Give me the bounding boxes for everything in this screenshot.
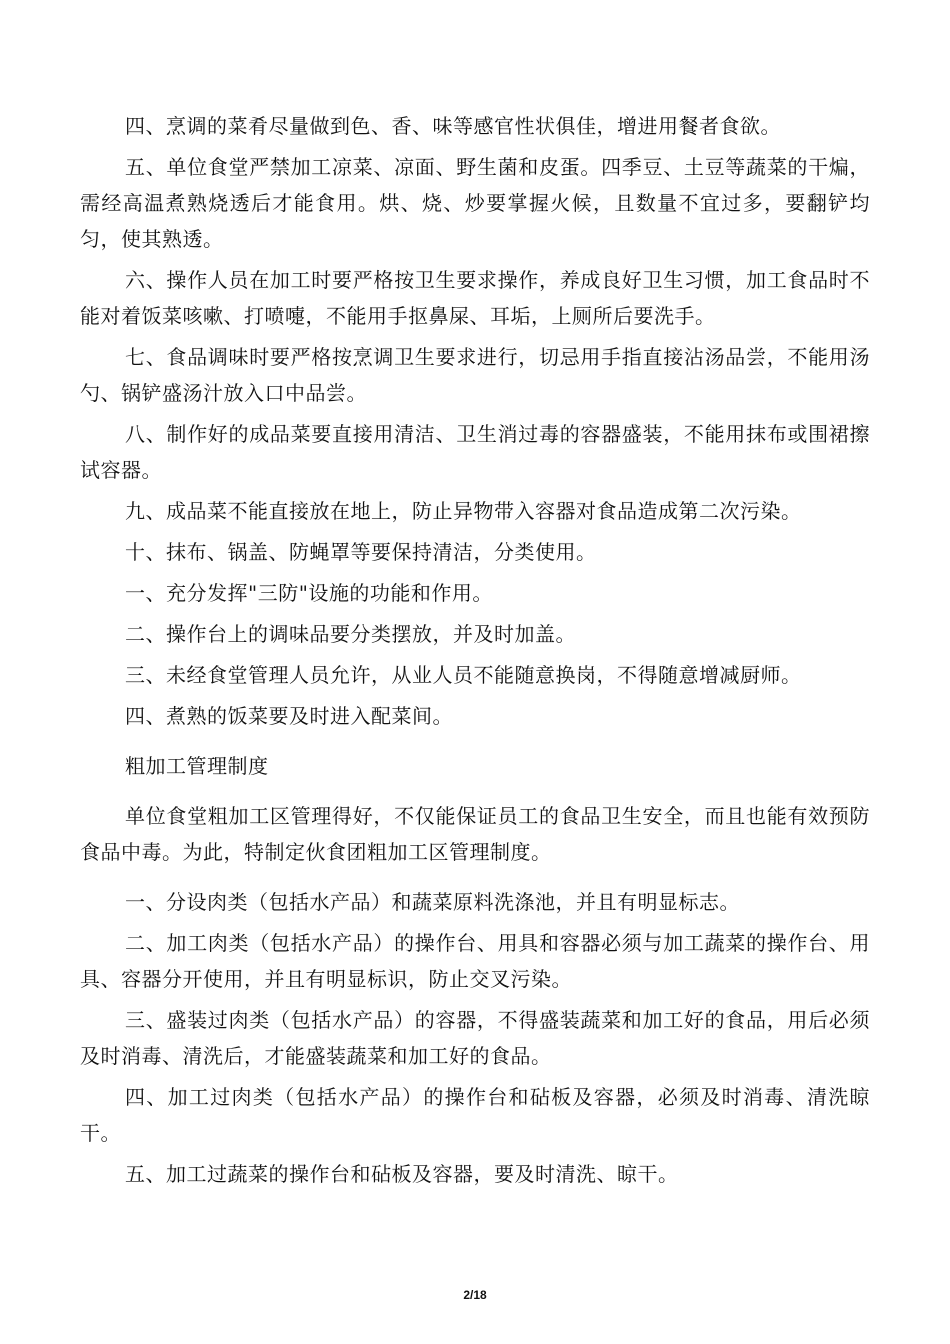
paragraph-operator-hygiene: 六、操作人员在加工时要严格按卫生要求操作，养成良好卫生习惯，加工食品时不能对着饭菜咳嗽、打喷嚏，不能用手抠鼻屎、耳垢，上厕所后要洗手。 <box>80 268 870 328</box>
paragraph-cleaning-cloths: 十、抹布、锅盖、防蝇罩等要保持清洁，分类使用。 <box>125 540 597 564</box>
paragraph-cooking-quality: 四、烹调的菜肴尽量做到色、香、味等感官性状俱佳，增进用餐者食欲。 <box>125 114 781 138</box>
paragraph-separate-sinks: 一、分设肉类（包括水产品）和蔬菜原料洗涤池，并且有明显标志。 <box>125 890 740 914</box>
paragraph-condiments: 二、操作台上的调味品要分类摆放，并及时加盖。 <box>125 622 576 646</box>
paragraph-meat-containers: 三、盛装过肉类（包括水产品）的容器，不得盛装蔬菜和加工好的食品，用后必须及时消毒、清洗后，才能盛装蔬菜和加工好的食品。 <box>80 1008 870 1068</box>
paragraph-cooked-food-transfer: 四、煮熟的饭菜要及时进入配菜间。 <box>125 704 453 728</box>
section-heading: 粗加工管理制度 <box>125 754 269 778</box>
paragraph-seasoning-rules: 七、食品调味时要严格按烹调卫生要求进行，切忌用手指直接沾汤品尝，不能用汤勺、锅铲盛汤汁放入口中品尝。 <box>80 345 870 405</box>
paragraph-staff-posts: 三、未经食堂管理人员允许，从业人员不能随意换岗，不得随意增减厨师。 <box>125 663 802 687</box>
paragraph-vegetable-boards: 五、加工过蔬菜的操作台和砧板及容器，要及时清洗、晾干。 <box>125 1162 679 1186</box>
paragraph-prohibited-foods: 五、单位食堂严禁加工凉菜、凉面、野生菌和皮蛋。四季豆、土豆等蔬菜的干煸，需经高温煮熟烧透后才能食用。烘、烧、炒要掌握火候，且数量不宜过多，要翻铲均匀，使其熟透。 <box>80 155 870 251</box>
paragraph-no-floor-placement: 九、成品菜不能直接放在地上，防止异物带入容器对食品造成第二次污染。 <box>125 499 802 523</box>
paragraph-finished-dishes: 八、制作好的成品菜要直接用清洁、卫生消过毒的容器盛装，不能用抹布或围裙擦试容器。 <box>80 422 870 482</box>
paragraph-meat-boards: 四、加工过肉类（包括水产品）的操作台和砧板及容器，必须及时消毒、清洗晾干。 <box>80 1085 870 1145</box>
document-body <box>80 108 870 1192</box>
paragraph-section-intro: 单位食堂粗加工区管理得好，不仅能保证员工的食品卫生安全，而且也能有效预防食品中毒。为此，特制定伙食团粗加工区管理制度。 <box>80 804 870 864</box>
paragraph-separate-tools: 二、加工肉类（包括水产品）的操作台、用具和容器必须与加工蔬菜的操作台、用具、容器分开使用，并且有明显标识，防止交叉污染。 <box>80 931 870 991</box>
paragraph-three-prevention: 一、充分发挥"三防"设施的功能和作用。 <box>125 581 493 605</box>
page-number: 2/18 <box>463 1288 487 1302</box>
